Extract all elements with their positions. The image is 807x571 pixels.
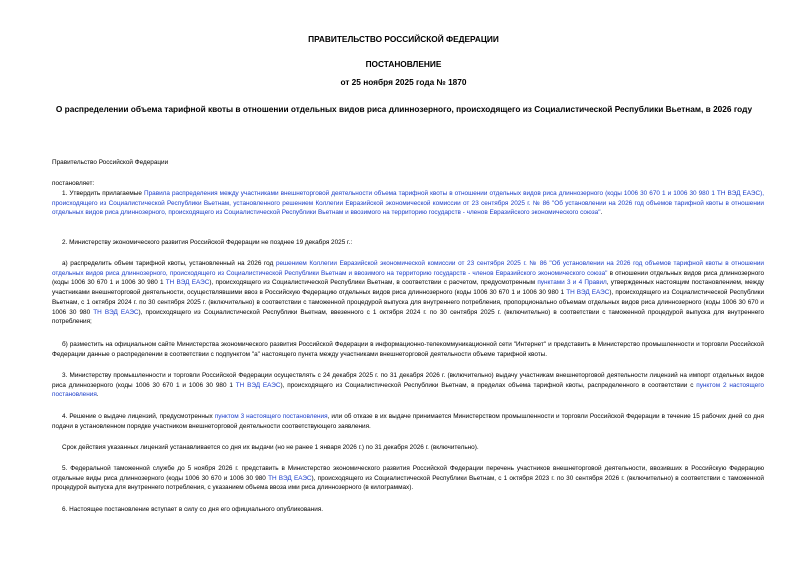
decides-line: постановляет: xyxy=(52,180,95,187)
tn-ved-link-4[interactable]: ТН ВЭД ЕАЭС xyxy=(235,381,281,389)
paragraph-1 xyxy=(52,189,764,218)
resolution-header: ПОСТАНОВЛЕНИЕ xyxy=(365,59,442,69)
paragraph-5-text-a: 5. Федеральной таможенной службе до 5 ноября 2026 г. представить в Министерство экономического развития Российской Федерации перечень участников внешнеторговой деятельности, ввозивших в Российскую Федерацию отдельные виды риса длиннозерного (коды 1006 30 670 и 1006 30 980 xyxy=(52,465,764,482)
paragraph-1-text-b: . xyxy=(600,209,603,217)
paragraph-2a-text-b: в отношении отдельных видов риса длиннозерного (коды 1006 30 670 1 и 1006 30 980 1 xyxy=(52,269,764,287)
paragraph-2a xyxy=(52,259,764,327)
paragraph-3-text-c: . xyxy=(96,391,99,399)
paragraph-4-text-b: , или об отказе в их выдаче принимается Министерством промышленности и торговли Российской Федерации в течение 15 рабочих дней со дня подачи в установленном порядке участником внешнеторговой деятельности соответствующего заявления. xyxy=(52,413,764,430)
point-3-link[interactable]: пунктом 3 настоящего постановления xyxy=(214,413,328,420)
paragraph-2a-text-c: ), происходящего из Социалистической Республики Вьетнам, в соответствии с расчетом, предусмотренным xyxy=(209,279,538,287)
paragraph-2b: б) разместить на официальном сайте Министерства экономического развития Российской Федерации в информационно-телекоммуникационной сети "Интернет" и представить в Министерство промышленности и торговли Российской Федерации данные о распределении в соответствии с подпунктом "а" настоящего пункта между участниками внешнеторговой деятельности объеме тарифной квоты. xyxy=(52,341,764,358)
paragraph-4 xyxy=(52,412,764,431)
paragraph-3-text-b: ), происходящего из Социалистической Республики Вьетнам, в пределах объема тарифной квоты, распределенного в соответствии с xyxy=(280,381,697,389)
paragraph-5 xyxy=(52,464,764,493)
eec-decision-link[interactable]: решением Коллегии Евразийской экономической комиссии от 23 сентября 2025 г. № 86 "Об установлении на 2026 год объемов тарифной квоты в отношении отдельных видов риса длиннозерного, происходящего из Социалистической Республики Вьетнам и ввозимого на территорию государств - членов Евразийского экономического союза" xyxy=(52,260,765,277)
paragraph-2a-text-e: ), происходящего из Социалистической Республики Вьетнам, с 1 октября 2024 г. по 30 сентября 2025 г. (включительно) в соответствии с таможенной процедурой выпуска для внутреннего потребления, пропорционально объемам отдельных видов риса длиннозерного (коды 1006 30 670 и 1006 30 980 xyxy=(52,289,765,316)
paragraph-4-text-a: 4. Решение о выдаче лицензий, предусмотренных xyxy=(62,413,215,420)
paragraph-5-text-b: ), происходящего из Социалистической Республики Вьетнам, с 1 октября 2023 г. по 30 сентября 2026 г. (включительно) в соответствии с таможенной процедурой выпуска для внутреннего потребления, с указанием объема ввоза ими риса длиннозерного (в килограммах). xyxy=(52,474,764,492)
tn-ved-link-5[interactable]: ТН ВЭД ЕАЭС xyxy=(268,474,312,482)
paragraph-6: 6. Настоящее постановление вступает в силу со дня его официального опубликования. xyxy=(62,506,324,513)
government-name: Правительство Российской Федерации xyxy=(52,159,169,166)
date-number-header: от 25 ноября 2025 года № 1870 xyxy=(340,77,467,87)
paragraph-1-text-a: 1. Утвердить прилагаемые xyxy=(62,190,144,197)
tn-ved-link-2[interactable]: ТН ВЭД ЕАЭС xyxy=(566,289,610,297)
paragraph-2a-text-a: а) распределить объем тарифной квоты, установленный на 2026 год xyxy=(62,260,276,267)
paragraph-4b: Срок действия указанных лицензий устанавливается со дня их выдачи (но не ранее 1 января 2026 г.) по 31 декабря 2026 г. (включительно). xyxy=(62,444,479,451)
tn-ved-link-3[interactable]: ТН ВЭД ЕАЭС xyxy=(93,308,139,316)
rules-link[interactable]: Правила распределения между участниками внешнеторговой деятельности объема тарифной квоты в отношении отдельных видов риса длиннозерного (коды 1006 30 670 1 и 1006 30 980 1 ТН ВЭД ЕАЭС), происходящего из Социалистической Республики Вьетнам, установленного решением Коллегии Евразийской экономической комиссии от 23 сентября 2025 г. № 86 "Об установлении на 2026 год объемов тарифной квоты в отношении отдельных видов риса длиннозерного, происходящего из Социалистической Республики Вьетнам и ввозимого на территорию государств - членов Евразийского экономического союза" xyxy=(52,190,764,217)
paragraph-2: 2. Министерству экономического развития Российской Федерации не позднее 19 декабря 2025 г.: xyxy=(62,239,353,246)
rules-points-link[interactable]: пунктами 3 и 4 Правил xyxy=(537,279,607,287)
paragraph-2a-text-f: ), происходящего из Социалистической Республики Вьетнам, ввезенного с 1 октября 2024 г. по 30 сентября 2025 г. (включительно) в соответствии с таможенной процедурой выпуска для внутреннего потребления; xyxy=(52,308,764,326)
paragraph-3-text-a: 3. Министерству промышленности и торговли Российской Федерации осуществлять с 24 декабря 2025 г. по 31 декабря 2026 г. (включительно) выдачу участникам внешнеторговой деятельности лицензий на импорт отдельных видов риса длиннозерного (коды 1006 30 670 1 и 1006 30 980 1 xyxy=(52,372,764,389)
document-title: О распределении объема тарифной квоты в отношении отдельных видов риса длиннозерного, происходящего из Социалистической Республики Вьетнам, в 2026 году xyxy=(55,104,753,114)
tn-ved-link-1[interactable]: ТН ВЭД ЕАЭС xyxy=(165,279,210,287)
paragraph-3 xyxy=(52,371,764,400)
government-header: ПРАВИТЕЛЬСТВО РОССИЙСКОЙ ФЕДЕРАЦИИ xyxy=(308,34,499,44)
point-2-link[interactable]: пунктом 2 настоящего постановления xyxy=(52,381,764,399)
paragraph-2a-text-d: , утвержденных настоящим постановлением, между участниками внешнеторговой деятельности, осуществлявшими ввоз в Российскую Федерацию отдельных видов риса длиннозерного (коды 1006 30 670 1 и 1006 30 980 1 xyxy=(52,279,764,297)
